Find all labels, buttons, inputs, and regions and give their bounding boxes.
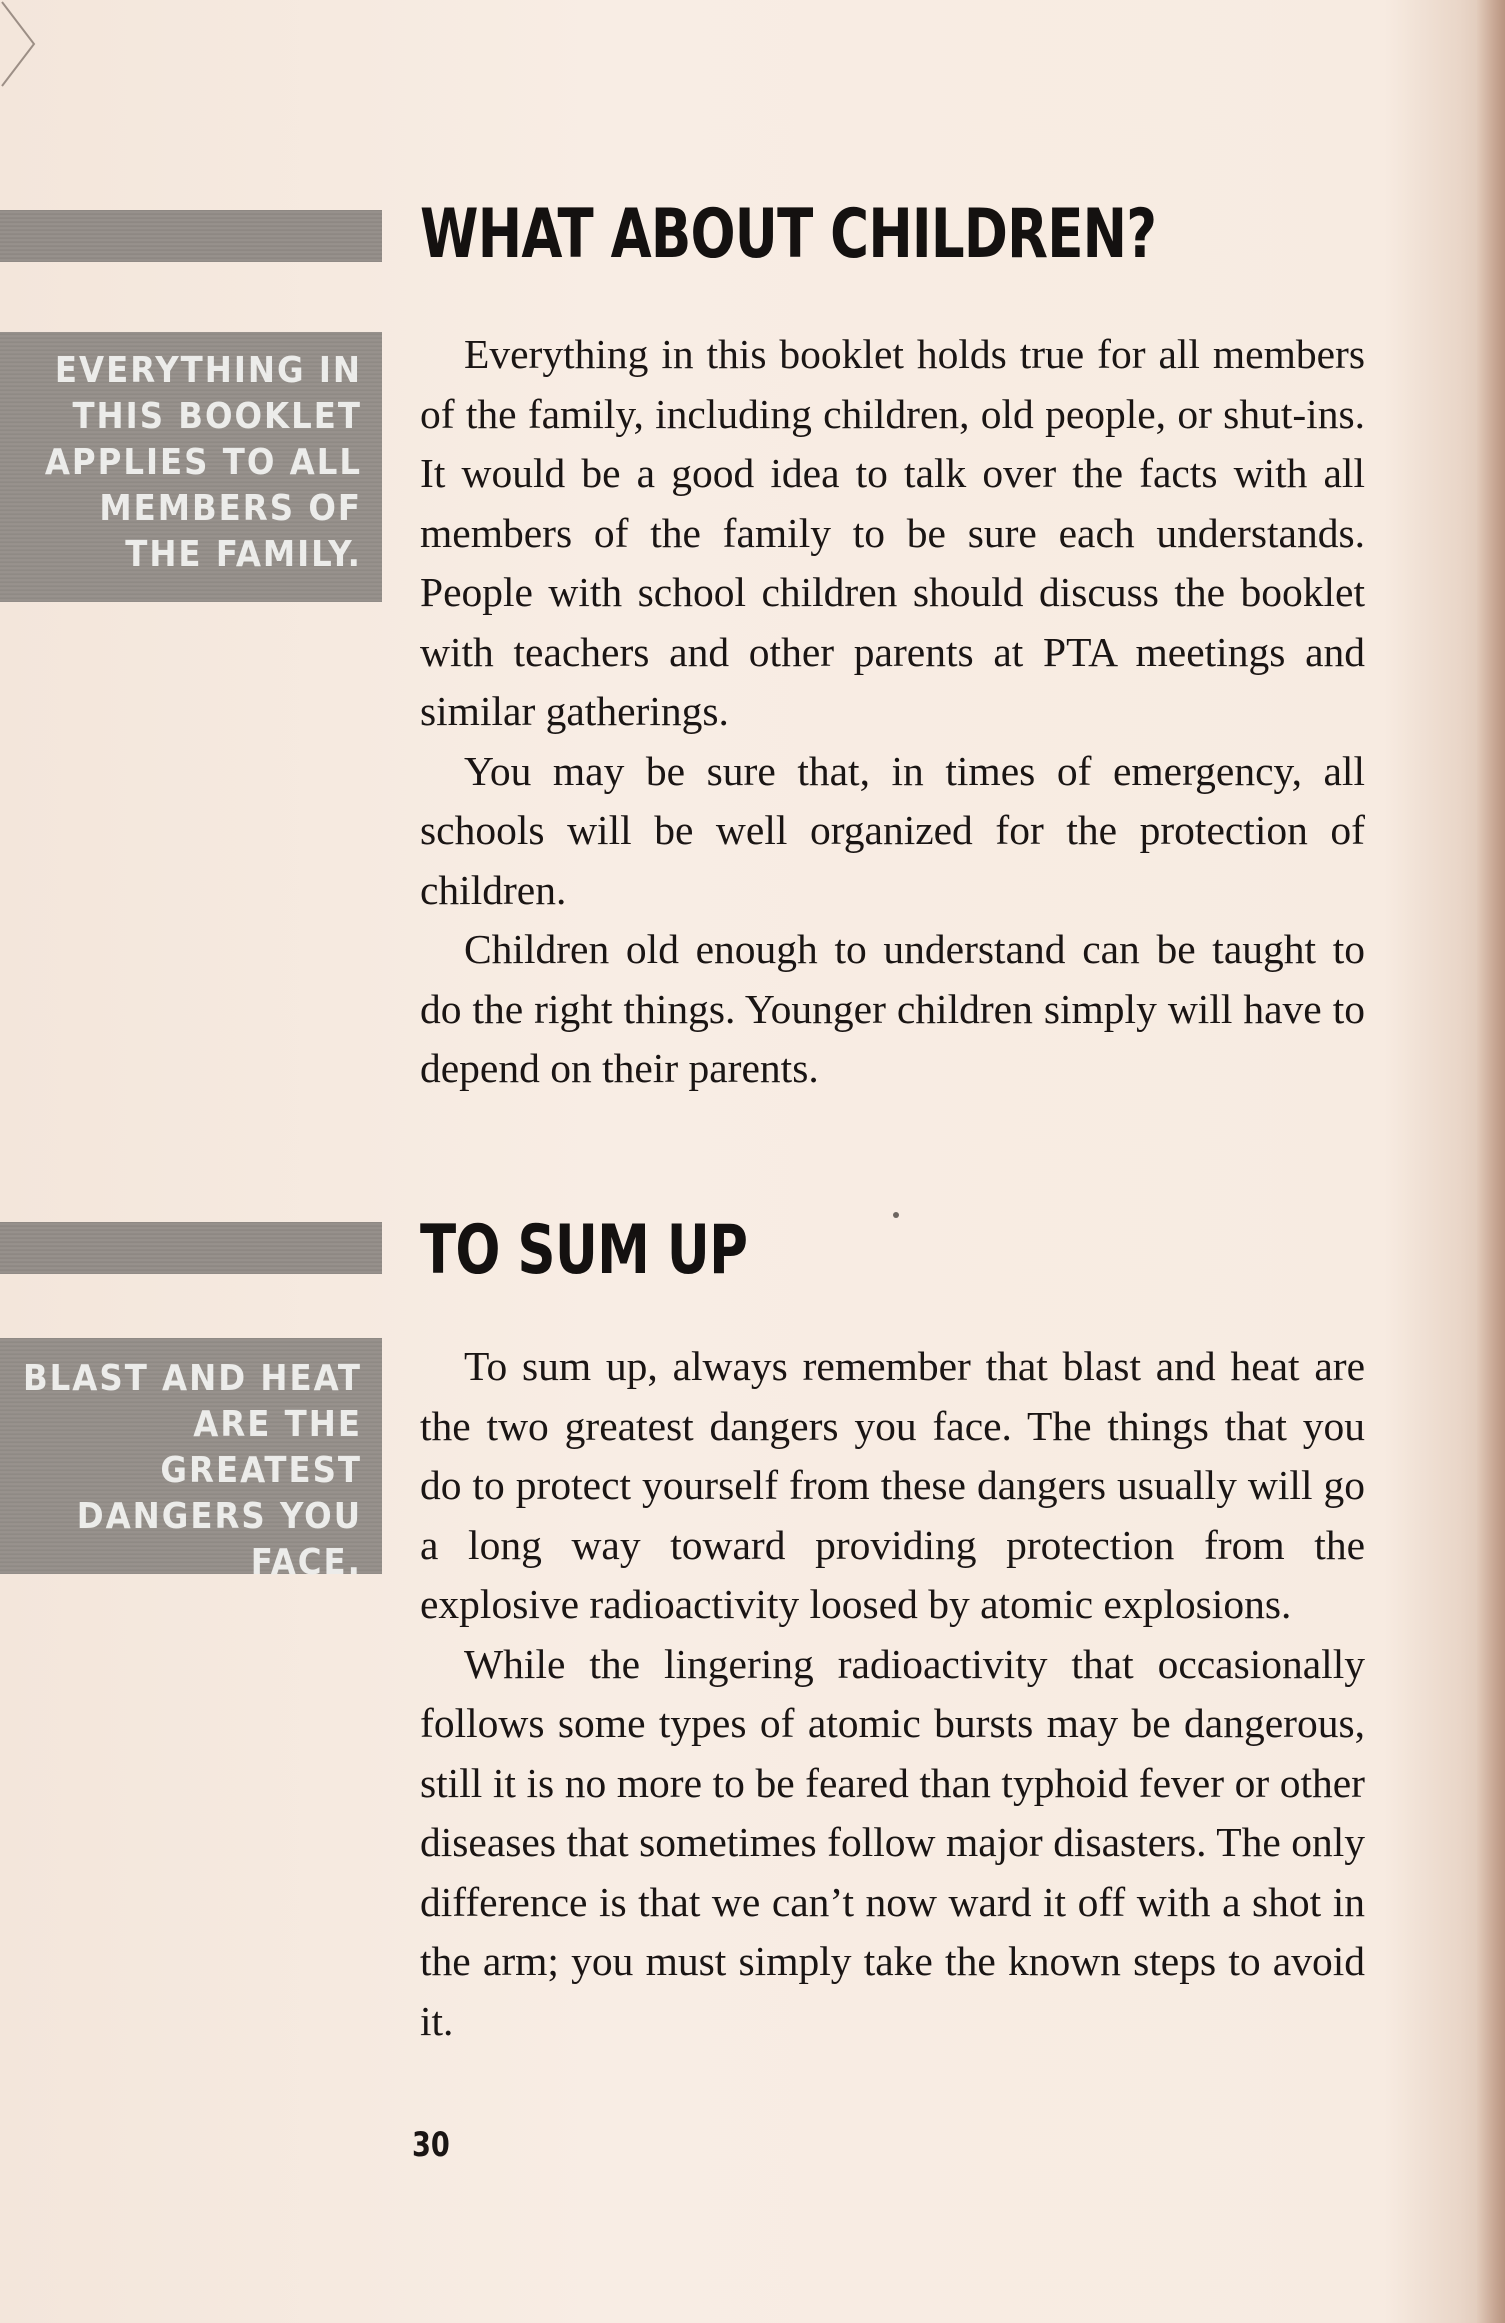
section-divider-bar [0, 1222, 382, 1274]
body-paragraph: You may be sure that, in times of emergency, all schools will be well organized for the protection of children. [420, 747, 1365, 913]
body-paragraph: Everything in this booklet holds true for all members of the family, including children, old people, or shut-ins. It would be a good idea to talk over the facts with all members of the family to be sure each understands. People with school children should discuss the booklet with teachers and other parents at PTA meetings and similar gatherings. [420, 331, 1365, 734]
section-body [420, 1337, 1365, 2051]
sidebar-callout: BLAST AND HEAT ARE THE GREATEST DANGERS YOU FACE. [0, 1338, 382, 1574]
sidebar-callout: EVERYTHING IN THIS BOOKLET APPLIES TO ALL MEMBERS OF THE FAMILY. [0, 332, 382, 602]
body-paragraph: To sum up, always remember that blast and heat are the two greatest dangers you face. The things that you do to protect yourself from these dangers usually will go a long way toward providing protection from the explosive radioactivity loosed by atomic explosions. [420, 1343, 1365, 1627]
section-heading: TO SUM UP [420, 1211, 748, 1290]
section-heading: WHAT ABOUT CHILDREN? [420, 195, 1157, 274]
print-speck [893, 1212, 899, 1218]
page-spine-edge [1477, 0, 1505, 2323]
body-paragraph: While the lingering radioactivity that occasionally follows some types of atomic bursts may be dangerous, still it is no more to be feared than typhoid fever or other diseases that sometimes follow major disasters. The only difference is that we can’t now ward it off with a shot in the arm; you must simply take the known steps to avoid it. [420, 1640, 1365, 2044]
body-paragraph: Children old enough to understand can be taught to do the right things. Younger children simply will have to depend on their parents. [420, 926, 1365, 1091]
page-number: 30 [412, 2125, 450, 2165]
section-body [420, 325, 1365, 1099]
section-divider-bar [0, 210, 382, 262]
corner-crease-mark [0, 0, 60, 90]
